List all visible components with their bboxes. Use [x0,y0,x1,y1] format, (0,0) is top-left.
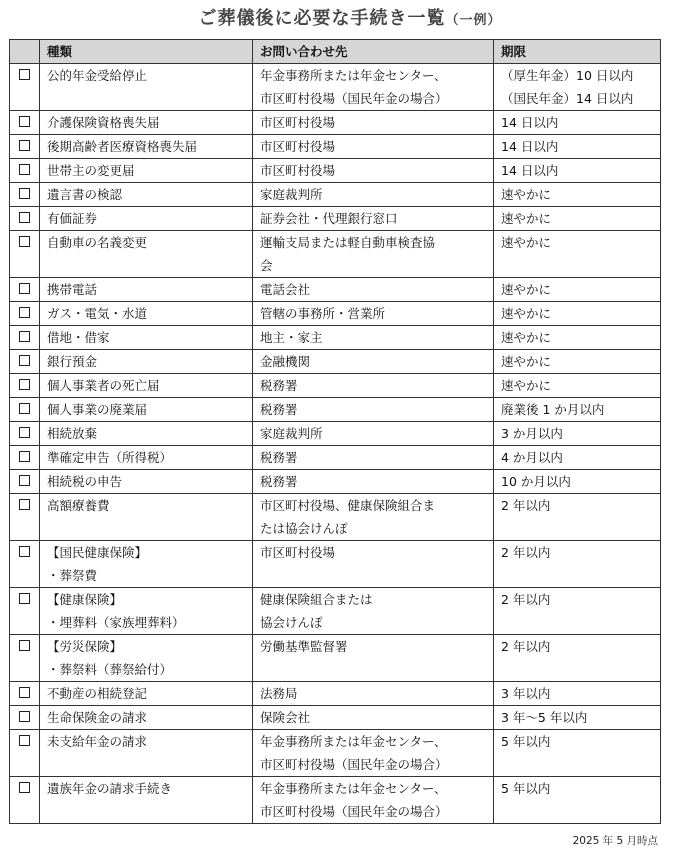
title-text: ご葬儀後に必要な手続き一覧 [198,8,446,29]
table-row [10,159,661,183]
contact-cell-line: 会 [260,258,273,273]
table-row [10,470,661,494]
contact-cell [253,588,494,635]
checkbox[interactable] [19,475,30,486]
contact-cell-line: 税務署 [260,474,298,489]
type-cell-line: 未支給年金の請求 [47,734,148,749]
row-checkbox-cell [10,159,40,183]
contact-cell-line: 証券会社・代理銀行窓口 [260,211,398,226]
table-row [10,541,661,588]
deadline-cell-line: 速やかに [501,211,552,226]
type-cell-line: 世帯主の変更届 [47,163,135,178]
checkbox[interactable] [19,451,30,462]
deadline-cell-line: 14 日以内 [501,139,559,154]
type-cell-line: ・葬祭費 [47,568,98,583]
table-header-row [10,40,661,64]
deadline-cell-line: 速やかに [501,378,552,393]
checkbox[interactable] [19,188,30,199]
deadline-cell [494,326,661,350]
contact-cell-line: 市区町村役場（国民年金の場合） [260,91,448,106]
table-row [10,183,661,207]
deadline-cell-line: 速やかに [501,282,552,297]
table-row [10,706,661,730]
deadline-cell-line: 速やかに [501,187,552,202]
checkbox[interactable] [19,116,30,127]
table-row [10,231,661,278]
contact-cell [253,183,494,207]
type-cell-line: 高額療養費 [47,498,110,513]
checkbox[interactable] [19,283,30,294]
type-cell-line: ・葬祭料（葬祭給付） [47,662,173,677]
deadline-cell [494,494,661,541]
contact-cell [253,326,494,350]
checkbox[interactable] [19,379,30,390]
type-cell [40,231,253,278]
type-cell [40,111,253,135]
row-checkbox-cell [10,777,40,824]
deadline-cell-line: 速やかに [501,306,552,321]
contact-cell [253,111,494,135]
contact-cell [253,635,494,682]
contact-cell [253,422,494,446]
table-row [10,278,661,302]
contact-cell [253,64,494,111]
type-cell-line: 遺言書の検認 [47,187,123,202]
row-checkbox-cell [10,541,40,588]
deadline-cell [494,183,661,207]
contact-cell-line: 市区町村役場 [260,139,336,154]
checkbox[interactable] [19,687,30,698]
deadline-cell [494,446,661,470]
table-row [10,422,661,446]
row-checkbox-cell [10,446,40,470]
checkbox[interactable] [19,355,30,366]
type-cell [40,730,253,777]
type-cell [40,682,253,706]
table-row [10,682,661,706]
type-cell-line: 個人事業の廃業届 [47,402,148,417]
table-row [10,64,661,111]
deadline-cell-line: 2 年以内 [501,545,551,560]
deadline-cell [494,777,661,824]
contact-cell [253,398,494,422]
deadline-cell [494,350,661,374]
deadline-cell [494,278,661,302]
row-checkbox-cell [10,231,40,278]
type-cell [40,541,253,588]
checkbox[interactable] [19,427,30,438]
deadline-cell [494,302,661,326]
checkbox[interactable] [19,735,30,746]
contact-cell [253,231,494,278]
contact-cell [253,446,494,470]
deadline-cell [494,374,661,398]
row-checkbox-cell [10,64,40,111]
deadline-cell-line: 速やかに [501,330,552,345]
deadline-cell-line: 2 年以内 [501,592,551,607]
type-cell-line: 【国民健康保険】 [47,545,148,560]
table-row [10,777,661,824]
table-row [10,398,661,422]
deadline-cell-line: 3 年以内 [501,686,551,701]
contact-cell-line: 税務署 [260,450,298,465]
row-checkbox-cell [10,207,40,231]
row-checkbox-cell [10,111,40,135]
row-checkbox-cell [10,682,40,706]
deadline-cell [494,706,661,730]
header-contact: お問い合わせ先 [253,40,494,64]
type-cell [40,350,253,374]
row-checkbox-cell [10,278,40,302]
deadline-cell-line: （国民年金）14 日以内 [501,91,634,106]
contact-cell [253,350,494,374]
row-checkbox-cell [10,706,40,730]
row-checkbox-cell [10,422,40,446]
type-cell [40,588,253,635]
contact-cell-line: 年金事務所または年金センター、 [260,781,447,796]
type-cell-line: 個人事業者の死亡届 [47,378,160,393]
deadline-cell [494,470,661,494]
type-cell [40,398,253,422]
deadline-cell-line: 3 か月以内 [501,426,563,441]
title-subtitle: （一例） [445,13,502,28]
table-row [10,135,661,159]
deadline-cell [494,682,661,706]
contact-cell [253,302,494,326]
footer-date: 2025 年 5 月時点 [572,835,658,847]
header-checkbox [10,40,40,64]
deadline-cell [494,588,661,635]
deadline-cell [494,422,661,446]
page-title [0,4,700,30]
table-row [10,111,661,135]
type-cell-line: 【労災保険】 [47,639,123,654]
row-checkbox-cell [10,398,40,422]
contact-cell [253,470,494,494]
deadline-cell [494,159,661,183]
type-cell-line: 借地・借家 [47,330,110,345]
deadline-cell [494,207,661,231]
contact-cell-line: 金融機関 [260,354,311,369]
header-type: 種類 [40,40,253,64]
contact-cell [253,730,494,777]
type-cell [40,470,253,494]
type-cell-line: ガス・電気・水道 [47,306,148,321]
type-cell [40,302,253,326]
deadline-cell-line: 10 か月以内 [501,474,571,489]
type-cell [40,135,253,159]
checkbox[interactable] [19,640,30,651]
deadline-cell-line: 速やかに [501,354,552,369]
deadline-cell [494,541,661,588]
deadline-cell-line: 5 年以内 [501,734,551,749]
contact-cell [253,207,494,231]
table-row [10,730,661,777]
contact-cell [253,541,494,588]
contact-cell [253,278,494,302]
checkbox[interactable] [19,593,30,604]
contact-cell-line: 年金事務所または年金センター、 [260,734,447,749]
contact-cell-line: 市区町村役場 [260,163,336,178]
deadline-cell [494,635,661,682]
contact-cell-line: 市区町村役場 [260,115,336,130]
contact-cell-line: 運輸支局または軽自動車検査協 [260,235,436,250]
deadline-cell-line: 4 か月以内 [501,450,563,465]
type-cell [40,278,253,302]
checkbox[interactable] [19,711,30,722]
contact-cell-line: 管轄の事務所・営業所 [260,306,386,321]
contact-cell-line: 年金事務所または年金センター、 [260,68,447,83]
type-cell-line: 不動産の相続登記 [47,686,148,701]
checkbox[interactable] [19,69,30,80]
type-cell [40,494,253,541]
contact-cell [253,374,494,398]
header-deadline: 期限 [494,40,661,64]
type-cell [40,159,253,183]
row-checkbox-cell [10,350,40,374]
checkbox[interactable] [19,307,30,318]
checkbox[interactable] [19,164,30,175]
contact-cell-line: 税務署 [260,402,298,417]
checkbox[interactable] [19,403,30,414]
deadline-cell-line: 14 日以内 [501,163,559,178]
checkbox[interactable] [19,546,30,557]
type-cell-line: 準確定申告（所得税） [47,450,173,465]
contact-cell [253,135,494,159]
table-row [10,326,661,350]
type-cell [40,326,253,350]
type-cell-line: ・埋葬料（家族埋葬料） [47,615,185,630]
checkbox[interactable] [19,499,30,510]
contact-cell-line: 健康保険組合または [260,592,373,607]
type-cell-line: 生命保険金の請求 [47,710,148,725]
deadline-cell [494,64,661,111]
type-cell-line: 相続税の申告 [47,474,123,489]
contact-cell-line: 市区町村役場、健康保険組合ま [260,498,436,513]
table-row [10,374,661,398]
type-cell-line: 後期高齢者医療資格喪失届 [47,139,198,154]
row-checkbox-cell [10,588,40,635]
deadline-cell-line: 5 年以内 [501,781,551,796]
deadline-cell-line: 3 年～5 年以内 [501,710,588,725]
table-row [10,588,661,635]
deadline-cell-line: 2 年以内 [501,498,551,513]
type-cell-line: 公的年金受給停止 [47,68,148,83]
table-row [10,635,661,682]
row-checkbox-cell [10,470,40,494]
contact-cell-line: 法務局 [260,686,298,701]
type-cell-line: 銀行預金 [47,354,98,369]
deadline-cell [494,231,661,278]
row-checkbox-cell [10,730,40,777]
type-cell [40,777,253,824]
type-cell [40,207,253,231]
type-cell-line: 遺族年金の請求手続き [47,781,173,796]
table-body [10,64,661,824]
type-cell [40,635,253,682]
type-cell [40,446,253,470]
table-row [10,207,661,231]
contact-cell-line: 地主・家主 [260,330,323,345]
row-checkbox-cell [10,635,40,682]
row-checkbox-cell [10,302,40,326]
contact-cell-line: 市区町村役場 [260,545,336,560]
row-checkbox-cell [10,374,40,398]
type-cell-line: 介護保険資格喪失届 [47,115,160,130]
contact-cell [253,706,494,730]
type-cell-line: 携帯電話 [47,282,98,297]
deadline-cell-line: 2 年以内 [501,639,551,654]
contact-cell [253,494,494,541]
contact-cell [253,682,494,706]
procedures-table [9,39,661,824]
row-checkbox-cell [10,183,40,207]
contact-cell-line: 市区町村役場（国民年金の場合） [260,757,448,772]
type-cell-line: 有価証券 [47,211,98,226]
deadline-cell-line: 14 日以内 [501,115,559,130]
row-checkbox-cell [10,494,40,541]
checkbox[interactable] [19,331,30,342]
contact-cell-line: 家庭裁判所 [260,426,323,441]
checkbox[interactable] [19,212,30,223]
row-checkbox-cell [10,135,40,159]
row-checkbox-cell [10,326,40,350]
contact-cell [253,777,494,824]
table-row [10,446,661,470]
contact-cell-line: 市区町村役場（国民年金の場合） [260,804,448,819]
checkbox[interactable] [19,782,30,793]
type-cell [40,422,253,446]
deadline-cell-line: （厚生年金）10 日以内 [501,68,634,83]
deadline-cell [494,398,661,422]
table-row [10,302,661,326]
type-cell [40,183,253,207]
contact-cell-line: たは協会けんぽ [260,521,348,536]
contact-cell-line: 家庭裁判所 [260,187,323,202]
contact-cell-line: 電話会社 [260,282,311,297]
checkbox[interactable] [19,236,30,247]
contact-cell-line: 協会けんぽ [260,615,323,630]
type-cell-line: 自動車の名義変更 [47,235,148,250]
type-cell-line: 【健康保険】 [47,592,123,607]
contact-cell-line: 労働基準監督署 [260,639,348,654]
deadline-cell [494,135,661,159]
contact-cell-line: 税務署 [260,378,298,393]
deadline-cell-line: 廃業後 1 か月以内 [501,402,605,417]
checkbox[interactable] [19,140,30,151]
deadline-cell [494,111,661,135]
table-row [10,350,661,374]
type-cell [40,64,253,111]
contact-cell-line: 保険会社 [260,710,311,725]
deadline-cell-line: 速やかに [501,235,552,250]
contact-cell [253,159,494,183]
table-row [10,494,661,541]
type-cell [40,374,253,398]
type-cell-line: 相続放棄 [47,426,98,441]
deadline-cell [494,730,661,777]
type-cell [40,706,253,730]
